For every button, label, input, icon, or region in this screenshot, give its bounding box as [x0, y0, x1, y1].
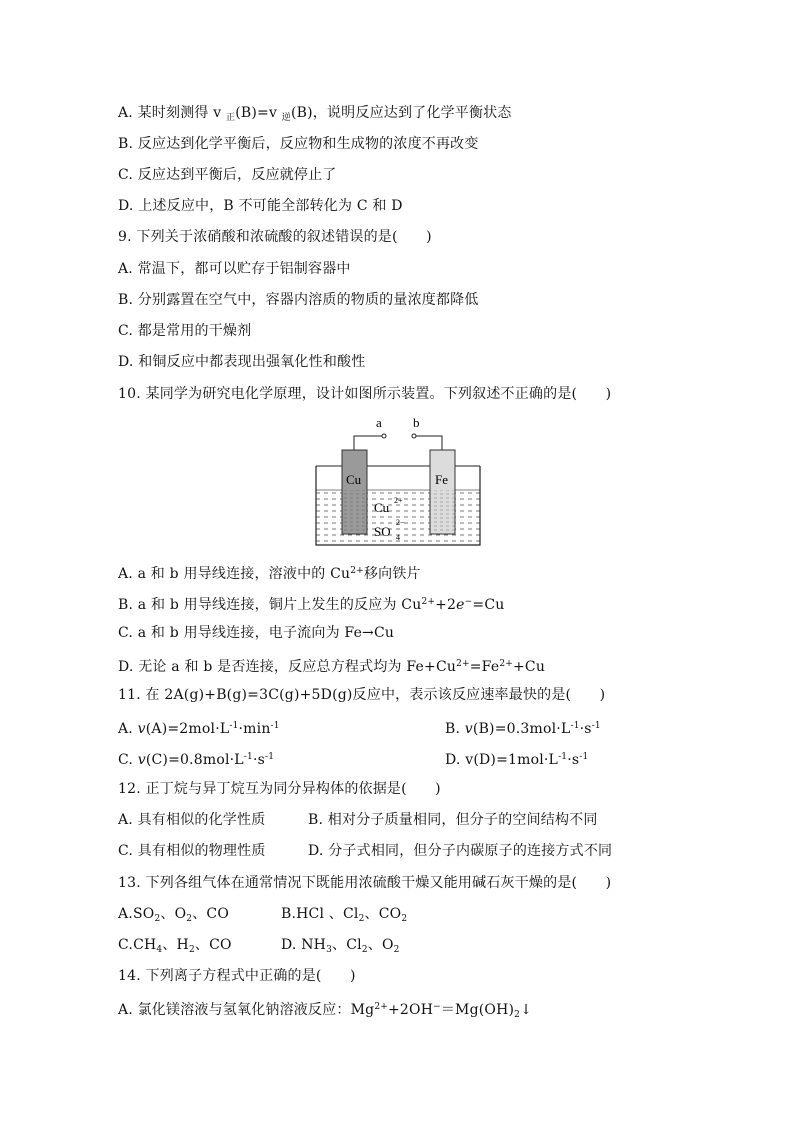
cu-electrode-submerged	[342, 490, 367, 534]
q11-c-text-1: C.	[118, 752, 138, 768]
terminal-a	[382, 434, 386, 438]
cu-electrode-label: Cu	[346, 472, 362, 487]
q10-stem: 10. 某同学为研究电化学原理，设计如图所示装置。下列叙述不正确的是( )	[118, 386, 612, 402]
q13-b-text-2: 、CO	[364, 906, 402, 922]
q13-option-a	[118, 905, 229, 928]
q11-b-v: v	[464, 721, 473, 737]
q13-option-c	[118, 936, 232, 959]
q10-b-text-2: +2	[435, 597, 457, 613]
electrochemistry-apparatus-figure	[308, 412, 488, 550]
q10-b-text-3: =Cu	[472, 597, 505, 613]
q10-d-text-1: D. 无论 a 和 b 是否连接，反应总方程式均为 Fe+Cu	[118, 659, 457, 675]
q8-a-text-2: (B)=v	[235, 105, 282, 121]
q11-a-unit: ·min	[238, 721, 271, 737]
q13-b-text-1: B.HCl 、Cl	[281, 906, 359, 922]
q11-option-a	[118, 717, 280, 738]
q11-a-v: v	[137, 721, 146, 737]
q10-option-b	[118, 593, 504, 614]
q11-c-v: v	[137, 752, 146, 768]
q11-b-text-1: B.	[445, 721, 465, 737]
q11-b-exp-2: -1	[591, 721, 601, 731]
q13-d-sub-1: 3	[326, 945, 333, 955]
q8-a-text-3: (B)，说明反应达到了化学平衡状态	[290, 105, 512, 121]
wire-a	[354, 436, 382, 450]
q14-a-text-2: +2OH	[387, 1002, 434, 1018]
q11-d-exp-2: -1	[579, 752, 589, 762]
q13-d-text-2: 、Cl	[332, 937, 362, 953]
label-b: b	[413, 415, 420, 430]
q11-a-text-2: (A)=2mol·L	[145, 721, 230, 737]
q13-b-sub-1: 2	[358, 914, 365, 924]
q13-b-sub-2: 2	[401, 914, 408, 924]
q12-option-d: D. 分子式相同，但分子内碳原子的连接方式不同	[308, 843, 613, 859]
q8-option-b: B. 反应达到化学平衡后，反应物和生成物的浓度不再改变	[118, 136, 479, 152]
q11-c-exp-2: -1	[265, 752, 275, 762]
q11-d-text-1: D. v(D)=1mol·L	[445, 752, 559, 768]
q10-d-sup-2: 2+	[499, 659, 513, 669]
q14-a-arrow: ↓	[520, 1002, 533, 1018]
q11-b-unit: ·s	[579, 721, 592, 737]
q13-a-text-2: 、O	[160, 906, 187, 922]
q11-c-exp-1: -1	[243, 752, 253, 762]
q10-option-a	[118, 562, 421, 583]
fe-electrode-label: Fe	[435, 472, 448, 487]
q10-a-sup: 2+	[350, 566, 364, 576]
q13-d-sub-2: 2	[361, 945, 368, 955]
q8-a-sub-1: 正	[226, 113, 236, 123]
terminal-b	[412, 434, 416, 438]
q14-option-a	[118, 998, 532, 1024]
q10-b-electron: e	[456, 597, 465, 613]
label-a: a	[376, 415, 382, 430]
q10-option-d	[118, 655, 545, 676]
ion-so4: SO	[374, 524, 391, 539]
q13-a-sub-1: 2	[154, 914, 161, 924]
q10-option-c: C. a 和 b 用导线连接，电子流向为 Fe→Cu	[118, 625, 395, 641]
q14-stem: 14. 下列离子方程式中正确的是( )	[118, 968, 356, 984]
q11-option-b	[445, 717, 601, 738]
q10-b-sup: 2+	[421, 597, 436, 607]
q10-b-sup-2: −	[464, 597, 473, 607]
ion-so4-charge: 2−	[396, 518, 405, 527]
ion-cu: Cu	[374, 500, 390, 515]
q13-c-sub-1: 4	[156, 945, 163, 955]
q9-stem: 9. 下列关于浓硝酸和浓硫酸的叙述错误的是( )	[118, 229, 432, 245]
q12-stem: 12. 正丁烷与异丁烷互为同分异构体的依据是( )	[118, 781, 441, 797]
q10-d-sup: 2+	[456, 659, 470, 669]
q11-d-exp-1: -1	[558, 752, 568, 762]
q13-d-text-3: 、O	[367, 937, 394, 953]
q12-option-a: A. 具有相似的化学性质	[118, 812, 266, 828]
q11-d-unit: ·s	[567, 752, 580, 768]
q14-a-sup: 2+	[374, 1002, 388, 1012]
q8-option-a	[118, 104, 512, 127]
q10-a-text-1: A. a 和 b 用导线连接，溶液中的 Cu	[118, 566, 351, 582]
q9-option-a: A. 常温下，都可以贮存于铝制容器中	[118, 261, 351, 277]
q8-option-c: C. 反应达到平衡后，反应就停止了	[118, 167, 337, 183]
q13-c-text-2: 、H	[162, 937, 189, 953]
q11-stem: 11. 在 2A(g)+B(g)=3C(g)+5D(g)反应中，表示该反应速率最快的是( )	[118, 687, 606, 703]
q12-option-b: B. 相对分子质量相同，但分子的空间结构不同	[308, 812, 598, 828]
q9-option-c: C. 都是常用的干燥剂	[118, 323, 252, 339]
q11-a-exp-1: -1	[229, 721, 239, 731]
q11-c-unit: ·s	[252, 752, 266, 768]
q13-c-text-1: C.CH	[118, 937, 157, 953]
q8-a-text-1: A. 某时刻测得 v	[118, 105, 227, 121]
q13-c-text-3: 、CO	[194, 937, 232, 953]
q13-c-sub-2: 2	[188, 945, 195, 955]
q11-option-c	[118, 748, 274, 769]
q11-c-text-2: (C)=0.8mol·L	[145, 752, 244, 768]
q10-d-text-3: +Cu	[513, 659, 546, 675]
wire-b	[416, 436, 442, 450]
q13-d-sub-3: 2	[393, 945, 400, 955]
ion-cu-charge: 2+	[394, 496, 403, 505]
q10-b-text-1: B. a 和 b 用导线连接，铜片上发生的反应为 Cu	[118, 597, 422, 613]
q11-a-exp-2: -1	[270, 721, 280, 731]
q13-a-sub-2: 2	[186, 914, 193, 924]
q11-option-d	[445, 748, 588, 769]
q13-option-b	[281, 905, 407, 928]
q14-a-text-3: ＝Mg(OH)	[440, 1002, 515, 1018]
q11-a-text-1: A.	[118, 721, 138, 737]
q11-b-text-2: (B)=0.3mol·L	[472, 721, 571, 737]
q9-option-b: B. 分别露置在空气中，容器内溶质的物质的量浓度都降低	[118, 292, 479, 308]
q13-a-text-3: 、CO	[192, 906, 229, 922]
q13-a-text-1: A.SO	[118, 906, 155, 922]
q11-b-exp-1: -1	[570, 721, 580, 731]
q12-option-c: C. 具有相似的物理性质	[118, 843, 266, 859]
ion-so4-sub: 4	[396, 533, 400, 542]
q13-option-d	[281, 936, 400, 959]
q10-d-text-2: =Fe	[469, 659, 500, 675]
q14-a-sub: 2	[514, 1010, 521, 1020]
q8-option-d: D. 上述反应中，B 不可能全部转化为 C 和 D	[118, 198, 403, 214]
q10-a-text-2: 移向铁片	[363, 566, 421, 582]
q13-d-text-1: D. NH	[281, 937, 327, 953]
fe-electrode-submerged	[430, 490, 455, 534]
q13-stem: 13. 下列各组气体在通常情况下既能用浓硫酸干燥又能用碱石灰干燥的是( )	[118, 875, 612, 891]
q8-a-sub-2: 逆	[281, 113, 291, 123]
q9-option-d: D. 和铜反应中都表现出强氧化性和酸性	[118, 354, 366, 370]
q14-a-sup-2: −	[433, 1002, 441, 1012]
q14-a-text-1: A. 氯化镁溶液与氢氧化钠溶液反应：Mg	[118, 1002, 375, 1018]
